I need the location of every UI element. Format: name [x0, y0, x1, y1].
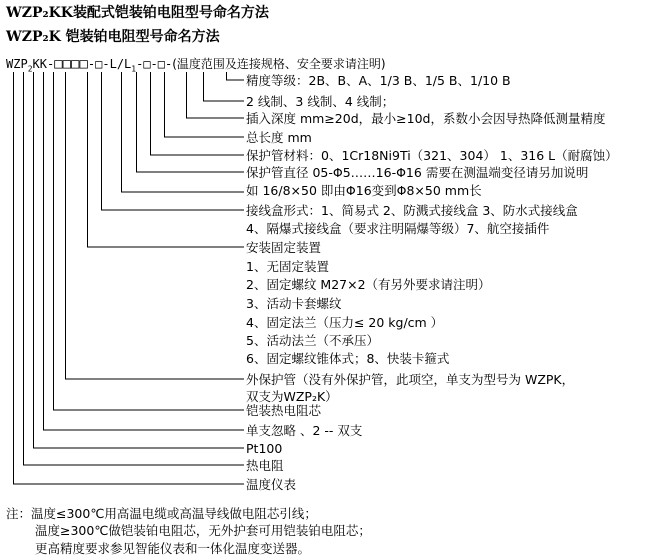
note-line-1: 注：温度≤300℃用高温电缆或高温导线做电阻芯引线； [6, 506, 317, 521]
entry-total-length: 总长度 mm [246, 130, 312, 145]
entry-pt100: Pt100 [246, 441, 283, 456]
model-mid: -□-L/L [87, 57, 132, 71]
entry-mounting: 安装固定装置 [246, 240, 322, 255]
entry-core: 铠装热电阻芯 [246, 403, 322, 418]
entry-mounting-6: 6、固定螺纹锥体式；8、快装卡箍式 [246, 351, 450, 366]
entry-mounting-2: 2、固定螺纹 M27×2（有另外要求请注明） [246, 277, 491, 292]
entry-tube-diameter: 保护管直径 05-Φ5……16-Φ16 需要在测温端变径请另加说明 [246, 165, 589, 180]
note-line-2: 温度≥300℃做铠装铂电阻芯，无外护套可用铠装铂电阻芯； [35, 523, 371, 538]
title-armored: WZP₂K 铠装铂电阻型号命名方法 [6, 29, 220, 45]
entry-outer-tube: 外保护管（没有外保护管，此项空，单支为型号为 WZPK， [246, 372, 575, 387]
entry-mounting-3: 3、活动卡套螺纹 [246, 296, 342, 311]
entry-accuracy: 精度等级：2B、B、A、1/3 B、1/5 B、1/10 B [246, 73, 511, 88]
entry-single-double: 单支忽略 、2 -- 双支 [246, 423, 363, 438]
model-l-sub: 1 [131, 64, 137, 74]
entry-rtd: 热电阻 [246, 458, 284, 473]
note-line-3: 更高精度要求参见智能仪表和一体化温度变送器。 [35, 541, 311, 556]
entry-outer-tube-2: 双支为WZP₂K） [246, 389, 338, 404]
model-note: (温度范围及连接规格、安全要求请注明) [172, 57, 386, 71]
title-assembled: WZP₂KK装配式铠装铂电阻型号命名方法 [6, 5, 269, 21]
entry-mounting-5: 5、活动法兰（不承压） [246, 333, 379, 348]
entry-wire-system: 2 线制、3 线制、4 线制； [246, 94, 395, 109]
entry-junction-box: 接线盒形式：1、简易式 2、防溅式接线盒 3、防水式接线盒 [246, 203, 578, 218]
model-boxes-2: -□-□- [136, 57, 173, 71]
model-sub: 2 [27, 64, 33, 74]
entry-tube-material: 保护管材料：0、1Cr18Ni9Ti（321、304） 1、316 L（耐腐蚀） [246, 148, 618, 163]
model-after-sub: KK- [32, 57, 55, 71]
entry-tube-diameter-example: 如 16/8×50 即由Φ16变到Φ8×50 mm长 [246, 183, 482, 198]
model-boxes-1: □□□□ [54, 56, 88, 72]
entry-mounting-4: 4、固定法兰（压力≤ 20 kg/cm ） [246, 315, 444, 330]
entry-insertion-depth: 插入深度 mm≥20d，最小≥10d，系数小会因导热降低测量精度 [246, 111, 606, 126]
entry-instrument: 温度仪表 [246, 477, 297, 492]
entry-junction-box-2: 4、隔爆式接线盒（要求注明隔爆等级）7、航空接插件 [246, 221, 550, 236]
entry-mounting-1: 1、无固定装置 [246, 259, 329, 274]
model-prefix: WZP [6, 57, 28, 71]
